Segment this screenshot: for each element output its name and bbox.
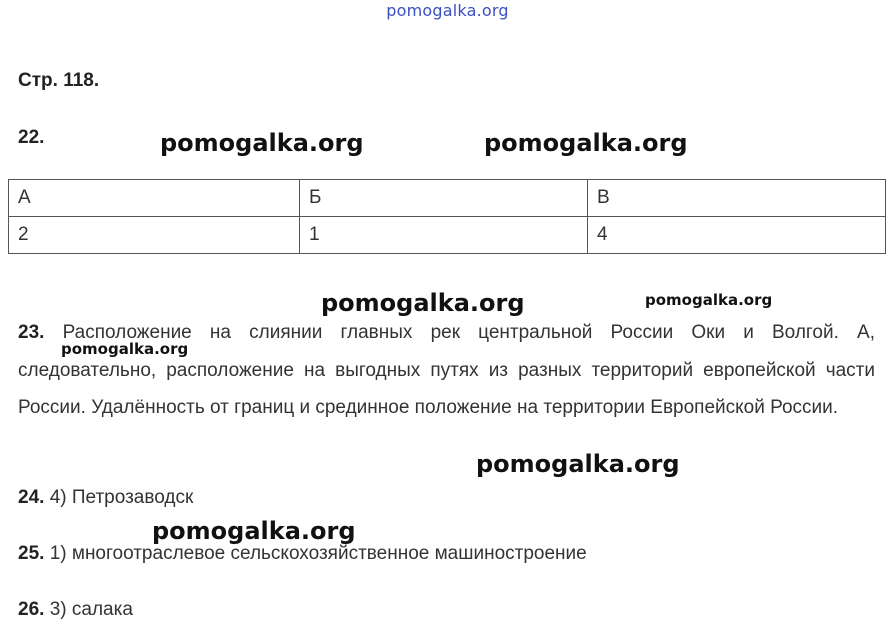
question-number: 24. bbox=[18, 487, 45, 508]
question-number: 25. bbox=[18, 543, 45, 564]
table-row bbox=[9, 217, 886, 254]
answer-table bbox=[8, 179, 886, 254]
question-22-number bbox=[18, 127, 44, 149]
question-number: 26. bbox=[18, 599, 45, 620]
table-header-row bbox=[9, 180, 886, 217]
table-cell: 4 bbox=[588, 217, 886, 254]
table-cell: 2 bbox=[9, 217, 300, 254]
question-25 bbox=[18, 543, 587, 565]
watermark: pomogalka.org bbox=[484, 129, 688, 157]
watermark: pomogalka.org bbox=[160, 129, 364, 157]
table-cell: В bbox=[588, 180, 886, 217]
page-reference: Стр. 118. bbox=[18, 70, 100, 91]
question-number: 22. bbox=[18, 127, 45, 148]
question-24 bbox=[18, 487, 193, 509]
question-24-answer: 4) Петрозаводск bbox=[49, 487, 194, 508]
question-26 bbox=[18, 599, 133, 621]
table-cell: 1 bbox=[300, 217, 588, 254]
question-number: 23. bbox=[18, 322, 45, 343]
watermark: pomogalka.org bbox=[476, 450, 680, 478]
site-watermark-header: pomogalka.org bbox=[386, 1, 509, 20]
question-23 bbox=[18, 314, 875, 427]
question-26-answer: 3) салака bbox=[49, 599, 133, 620]
watermark: pomogalka.org bbox=[61, 340, 189, 358]
watermark: pomogalka.org bbox=[321, 289, 525, 317]
table-cell: Б bbox=[300, 180, 588, 217]
watermark: pomogalka.org bbox=[152, 517, 356, 545]
question-23-answer: Расположение на слиянии главных рек центральной России Оки и Волгой. А, следовательно, расположение на выгодных путях из разных территорий европейской части России. Удалённость от границ и срединное положение на территории Европейской России. bbox=[18, 322, 875, 418]
watermark: pomogalka.org bbox=[645, 291, 773, 309]
table-cell: А bbox=[9, 180, 300, 217]
question-25-answer: 1) многоотраслевое сельскохозяйственное машиностроение bbox=[49, 543, 587, 564]
